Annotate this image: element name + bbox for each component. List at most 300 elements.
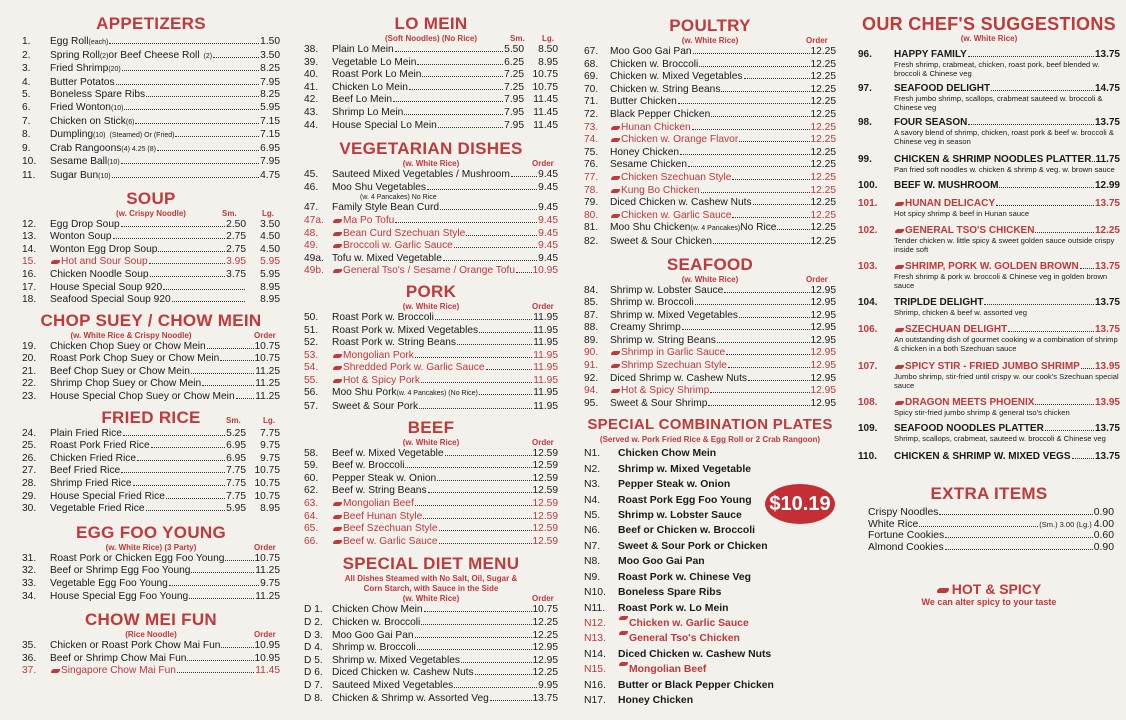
leader-dots [421,382,532,383]
item-price: 12.95 [810,284,836,296]
leader-dots [133,485,226,486]
item-name: Butter Potatos [50,76,115,88]
item-name: Vegetable Egg Foo Young [50,578,168,589]
item-name: Beef w. String Beans [332,485,427,497]
chef-item [858,423,1120,443]
menu-item [304,240,558,253]
item-number: 63. [304,498,319,510]
pepper-icon [333,379,342,383]
item-name: Shrimp Fried Rice [50,478,132,490]
item-name: Beef Fried Rice [50,465,121,477]
item-number: 15. [22,256,37,268]
menu-item [584,373,836,386]
item-price-small: 2.75 [226,231,246,243]
item-name: Plain Fried Rice [50,427,122,439]
leader-dots [440,209,537,210]
item-number: D 7. [304,679,323,691]
leader-dots [511,176,537,177]
item-price-large: 10.75 [254,465,280,477]
extra-item [868,542,1114,554]
item-price: 10.75 [254,340,280,352]
item-number: 76. [584,159,599,171]
lomein-header [304,34,558,44]
chef-title-row [894,423,1120,434]
item-price: 12.25 [532,667,558,679]
combo-name: Chicken w. Garlic Sauce [629,617,749,629]
item-price: 7.15 [260,115,280,127]
item-price: 11.45 [255,665,280,677]
item-price: 11.95 [533,362,558,374]
leader-dots [191,572,254,573]
item-number: 87. [584,309,599,321]
item-price: 11.95 [533,374,558,386]
pepper-icon [333,502,342,506]
leader-dots [404,114,503,115]
extra-item [868,507,1114,519]
item-note: (6) [125,118,135,126]
menu-item [22,143,280,157]
leader-dots [189,598,254,599]
item-number: 59. [304,460,319,472]
menu-item [304,617,558,630]
chef-description: Fresh shrimp & pork w. broccoli & Chinese veg in golden brown sauce [894,272,1108,290]
item-name: Egg Drop Soup [50,218,120,230]
item-number: 19. [22,340,37,352]
item-number: 94. [584,385,599,397]
item-price-small: 7.75 [226,478,246,490]
combo-number: N17. [584,694,606,706]
menu-item [22,129,280,143]
item-price: 11.95 [533,311,558,323]
item-number: 17. [22,281,37,293]
menu-item [584,96,836,109]
pork-title: PORK [405,281,457,301]
item-number: 88. [584,322,599,334]
item-name: Vegetable Lo Mein [332,56,417,68]
item-price: 11.95 [533,324,558,336]
leader-dots [753,204,810,205]
menu-item [584,398,836,411]
combo-name: Roast Pork w. Lo Mein [618,602,729,614]
menu-item [584,59,836,72]
item-number: 89. [584,334,599,346]
leader-dots [409,89,503,90]
item-price-small: 3.75 [226,268,246,280]
item-name: Chicken Szechuan Style [621,171,732,183]
friedrice-header [22,408,280,428]
chef-list [858,49,1120,462]
leader-dots [423,518,531,519]
extra-note: (Sm.) 3.00 (Lg.) [1039,519,1092,529]
item-name: Roast Pork Chop Suey or Chow Mein [50,353,220,365]
chef-description: Fresh jumbo shrimp, scallops, crabmeat sauteed w. broccoli & Chinese veg [894,94,1103,112]
item-number: 39. [304,56,319,68]
chef-price: 13.75 [1094,117,1120,128]
menu-item [584,285,836,298]
combo-number: N14. [584,648,606,660]
leader-dots [457,344,532,345]
chef-item [858,451,1120,462]
chef-price: 11.75 [1095,154,1120,165]
item-price: 12.25 [810,235,836,247]
item-price: 12.25 [810,96,836,108]
chef-price: 13.95 [1094,361,1120,372]
item-name: Chicken or Roast Pork Chow Mai Fun [50,640,221,652]
chef-number: 96. [858,49,872,60]
leader-dots [395,51,503,52]
leader-dots [191,373,254,374]
chef-item [858,117,1120,146]
item-number: 77. [584,171,599,183]
leader-dots [121,163,260,164]
item-price: 9.45 [538,240,558,252]
item-number: 2. [22,49,31,61]
leader-dots [713,243,810,244]
vegetarian-order-label: Order [532,159,554,169]
leader-dots [717,342,810,343]
item-name: Mongolian Beef [343,498,414,510]
pepper-icon [895,202,904,206]
menu-item [304,120,558,133]
leader-dots [213,57,259,58]
item-number: 81. [584,222,599,234]
pork-subtitle: (w. White Rice) [402,301,460,311]
item-name: Chicken & Shrimp w. Assorted Veg [332,692,489,704]
chowmeifun-subtitle: (Rice Noodle) [125,630,177,640]
item-price: 9.45 [538,169,558,181]
item-price-large: 3.50 [260,218,280,230]
item-number: 38. [304,44,319,55]
item-price: 12.25 [810,58,836,70]
item-note: (2) [99,52,109,60]
leader-dots [121,472,225,473]
pepper-icon [611,189,620,193]
item-name: Beef or Shrimp Chow Mai Fun [50,652,187,664]
leader-dots [701,192,810,193]
item-price-large: 9.75 [260,452,280,464]
item-name: Chicken Chow Mein [332,604,423,616]
item-name: Honey Chicken [610,146,680,158]
item-name: Sesame Chicken [610,159,688,171]
beef-order-label: Order [532,437,554,447]
leader-dots [175,136,259,137]
item-price: 10.75 [254,552,280,564]
menu-item [22,63,280,77]
item-number: 90. [584,347,599,359]
item-number: 42. [304,94,319,106]
item-price: 10.75 [532,604,558,616]
item-name: Chicken on Stick [50,115,126,127]
item-number: 44. [304,119,319,131]
item-price: 12.25 [810,134,836,146]
item-number: 73. [584,121,599,133]
item-number: 57. [304,401,319,413]
pepper-icon [937,588,949,593]
chef-body [894,154,1120,174]
chef-item [858,397,1120,417]
poultry-list [584,46,836,249]
menu-item [22,231,280,244]
item-price: 12.25 [810,83,836,95]
combo-number: N15. [584,664,606,676]
chef-body [894,324,1120,353]
combo-number: N2. [584,463,601,475]
specialdiet-title: SPECIAL DIET MENU [342,554,520,574]
seafood-list [584,285,836,411]
menu-item [584,322,836,335]
leader-dots [711,116,809,117]
chef-name: SZECHUAN DELIGHT [905,324,1008,335]
item-number: D 2. [304,617,323,628]
leader-dots [461,662,532,663]
pepper-icon [333,219,342,223]
poultry-order-label: Order [806,36,828,45]
item-price: 12.59 [532,498,558,510]
combo-name: Roast Pork w. Chinese Veg [618,571,752,583]
item-number: 56. [304,387,319,399]
menu-item [22,36,280,50]
item-name: Dumpling [50,129,94,141]
leader-dots [415,637,532,638]
chef-number: 108. [858,397,878,408]
item-price: 11.25 [255,391,280,403]
leader-dots [744,78,810,79]
combo-name: Boneless Spare Ribs [618,587,722,599]
menu-item [304,448,558,461]
menu-item [22,341,280,354]
extra-list [858,507,1120,553]
item-price: 4.75 [260,169,280,181]
item-number: 64. [304,510,319,522]
item-number: 30. [22,503,37,515]
item-name: Roast Pork Fried Rice [50,440,150,452]
menu-item [584,122,836,135]
menu-item [304,337,558,350]
chef-price: 13.75 [1094,451,1120,462]
menu-item [22,116,280,130]
menu-item [584,109,836,122]
pepper-icon [611,126,620,130]
chopsuey-list [22,341,280,404]
combo-number: N6. [584,525,601,537]
menu-item [22,440,280,453]
chef-body [894,423,1120,443]
leader-dots [435,319,532,320]
item-price: 12.25 [810,71,836,83]
specialdiet-list [304,604,558,705]
chef-name: CHICKEN & SHRIMP NOODLES PLATTER [894,154,1092,165]
item-number: 3. [22,63,31,75]
pepper-icon [333,527,342,531]
leader-dots [1092,161,1094,162]
chef-price: 14.75 [1094,83,1120,94]
item-name: Wonton Egg Drop Soup [50,243,158,255]
item-name: Moo Shu Chicken [610,222,691,234]
item-name: Beef Lo Mein [332,94,393,106]
leader-dots [124,109,259,110]
item-name: House Special Lo Mein [332,119,437,131]
chef-price: 13.75 [1094,423,1120,434]
item-number: 92. [584,372,599,384]
combo-number: N16. [584,679,606,691]
item-price-small: 6.95 [226,452,246,464]
chef-item [858,225,1120,254]
item-name: Chicken w. Orange Flavor [621,134,739,146]
chef-name: HAPPY FAMILY [894,49,967,60]
item-number: 45. [304,169,319,181]
friedrice-title: FRIED RICE [101,407,201,427]
item-price: 12.25 [532,629,558,641]
item-number: 70. [584,83,599,95]
leader-dots [739,141,809,142]
leader-dots [135,123,259,124]
pepper-icon [333,244,342,248]
item-name: Chicken Chop Suey or Chow Mein [50,340,206,352]
menu-item [584,46,836,59]
chef-item [858,154,1120,174]
item-price-large: 9.75 [260,440,280,452]
menu-item [304,202,558,215]
leader-dots [1072,458,1094,459]
item-number: 47a. [304,214,324,226]
lomein-list [304,44,558,132]
chef-number: 106. [858,324,878,335]
chef-item [858,324,1120,353]
leader-dots [945,549,1093,550]
item-name: Shrimp Chop Suey or Chow Mein [50,378,202,390]
item-price: 8.25 [260,63,280,75]
eggfooyoung-header [22,543,280,553]
item-number: 33. [22,578,37,589]
item-number: 78. [584,184,599,196]
chef-price: 13.75 [1094,198,1120,209]
item-name: Chicken w. Mixed Vegetables [610,71,743,83]
item-name: Hunan Chicken [621,121,691,133]
item-name: Roast Pork w. Mixed Vegetables [332,324,479,336]
item-price: 12.59 [532,447,558,459]
menu-item [584,297,836,310]
leader-dots [393,101,503,102]
item-price: 12.59 [532,460,558,472]
combo-name: Moo Goo Gai Pan [618,556,705,568]
chef-name: SEAFOOD DELIGHT [894,83,991,94]
leader-dots [439,530,532,531]
leader-dots [395,222,537,223]
item-number: 29. [22,490,37,502]
item-price-large: 11.45 [533,94,558,106]
chopsuey-title: CHOP SUEY / CHOW MEIN [40,310,262,330]
pepper-icon [333,540,342,544]
combo-number: N5. [584,510,601,522]
menu-item [584,210,836,223]
combo-number: N9. [584,571,601,583]
combo-item [584,523,836,538]
combo-name: Pepper Steak w. Onion [618,479,731,491]
leader-dots [732,179,809,180]
chef-description: Shrimp, chicken & beef w. assorted veg [894,308,1027,317]
chef-body [894,198,1120,218]
pepper-icon [51,669,60,673]
item-name: Shrimp w. Mixed Vegetables [610,309,738,321]
lomein-lg-label: Lg. [542,34,554,43]
leader-dots [225,560,253,561]
item-price: 12.25 [810,146,836,158]
item-name: Shrimp Szechuan Style [621,360,727,372]
item-price-small: 5.50 [504,44,524,55]
menu-item [584,172,836,185]
seafood-order-label: Order [806,274,828,284]
pepper-icon [895,328,904,332]
extra-price: 4.00 [1093,518,1114,530]
item-price: 12.95 [532,642,558,654]
leader-dots [169,585,259,586]
chef-name: SHRIMP, PORK W. GOLDEN BROWN [905,261,1079,272]
leader-dots [721,91,809,92]
seafood-subtitle: (w. White Rice) [681,274,739,284]
item-name-2: or Beef Cheese Roll [108,49,200,61]
item-number: 31. [22,552,37,564]
menu-item [22,156,280,170]
item-number: 36. [22,652,37,664]
item-name: Roast Pork w. String Beans [332,337,457,349]
extra-item [868,519,1114,531]
leader-dots [777,229,809,230]
leader-dots [739,317,810,318]
item-price: 10.75 [254,353,280,365]
item-price-large: 8.95 [260,294,280,306]
item-name: Shrimp Lo Mein [332,106,404,118]
leader-dots [428,492,532,493]
leader-dots [151,447,226,448]
item-number: 67. [584,46,599,57]
item-note: (each) [88,39,109,46]
item-price: 7.95 [260,156,280,168]
chef-body [894,297,1120,317]
pepper-icon [611,389,620,393]
chef-body [894,451,1120,462]
item-name: Chicken w. Garlic Sauce [621,209,732,221]
item-number: 52. [304,337,319,349]
menu-item [584,222,836,236]
item-number: D 6. [304,667,323,679]
chowmeifun-header [22,630,280,640]
chef-title-row [894,397,1120,408]
item-price: 12.25 [532,617,558,628]
pepper-icon [895,229,904,233]
item-name: Beef Szechuan Style [343,523,438,535]
menu-item [304,680,558,693]
appetizers-title: APPETIZERS [96,14,206,33]
combo-item [584,678,836,693]
pepper-icon [895,401,904,405]
menu-item [304,642,558,655]
item-number: 75. [584,146,599,158]
item-name: Sweet & Sour Shrimp [610,397,708,409]
beef-title: BEEF [407,417,455,437]
pork-header [304,302,558,312]
item-note: (10) [98,172,111,180]
chef-item [858,83,1120,112]
item-number: 48. [304,227,319,239]
combo-item [584,693,836,708]
item-name: Moo Shu Pork [332,387,397,399]
leader-dots [454,247,537,248]
chopsuey-subtitle: (w. White Rice & Crispy Noodle) [70,330,192,340]
item-number: 91. [584,360,599,372]
leader-dots [984,304,1094,305]
pepper-icon [611,138,620,142]
item-price: 12.95 [810,297,836,309]
